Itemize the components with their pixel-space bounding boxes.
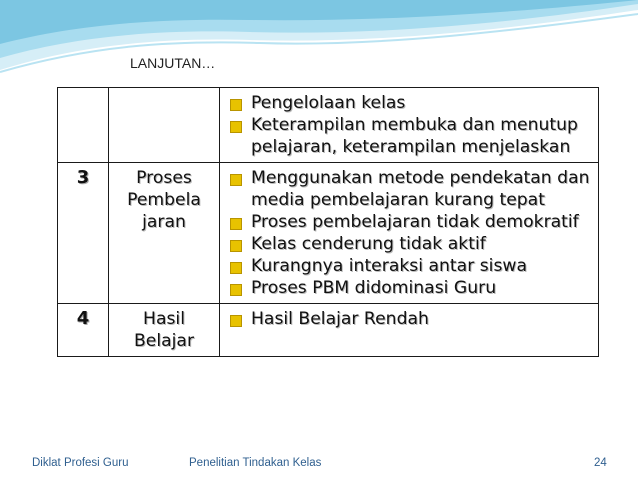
slide-subtitle: LANJUTAN… [130, 55, 216, 71]
stage-label: Hasil Belajar [109, 304, 220, 357]
row-number: 4 [58, 304, 109, 357]
stage-label: Proses Pembela jaran [109, 163, 220, 304]
list-item [224, 211, 594, 233]
list-item [224, 167, 594, 211]
list-item-text: Proses PBM didominasi Guru [251, 278, 497, 298]
problem-list [224, 167, 594, 299]
row-number [58, 88, 109, 163]
square-bullet-icon [230, 315, 242, 327]
table-row [58, 88, 599, 163]
header-wave-decoration [0, 0, 638, 80]
list-item-text: Menggunakan metode pendekatan dan media pembelajaran kurang tepat [251, 168, 590, 210]
square-bullet-icon [230, 99, 242, 111]
stage-label [109, 88, 220, 163]
list-item-text: Kurangnya interaksi antar siswa [251, 256, 527, 276]
square-bullet-icon [230, 174, 242, 186]
list-item [224, 114, 594, 158]
list-item-text: Pengelolaan kelas [251, 93, 406, 113]
list-item [224, 277, 594, 299]
content-table [57, 87, 599, 357]
list-item [224, 92, 594, 114]
table-row [58, 304, 599, 357]
list-item [224, 233, 594, 255]
table-row [58, 163, 599, 304]
problem-list [224, 308, 594, 330]
square-bullet-icon [230, 218, 242, 230]
list-item-text: Kelas cenderung tidak aktif [251, 234, 486, 254]
list-item [224, 255, 594, 277]
problem-list [224, 92, 594, 158]
problem-list-cell [220, 88, 599, 163]
problem-list-cell [220, 163, 599, 304]
square-bullet-icon [230, 284, 242, 296]
list-item-text: Keterampilan membuka dan menutup pelajaran, keterampilan menjelaskan [251, 115, 578, 157]
square-bullet-icon [230, 121, 242, 133]
row-number: 3 [58, 163, 109, 304]
problem-list-cell [220, 304, 599, 357]
square-bullet-icon [230, 262, 242, 274]
footer-center-text: Penelitian Tindakan Kelas [189, 457, 322, 469]
list-item-text: Hasil Belajar Rendah [251, 309, 429, 329]
page-number: 24 [594, 457, 607, 469]
square-bullet-icon [230, 240, 242, 252]
list-item-text: Proses pembelajaran tidak demokratif [251, 212, 579, 232]
list-item [224, 308, 594, 330]
footer-left-text: Diklat Profesi Guru [32, 457, 129, 469]
